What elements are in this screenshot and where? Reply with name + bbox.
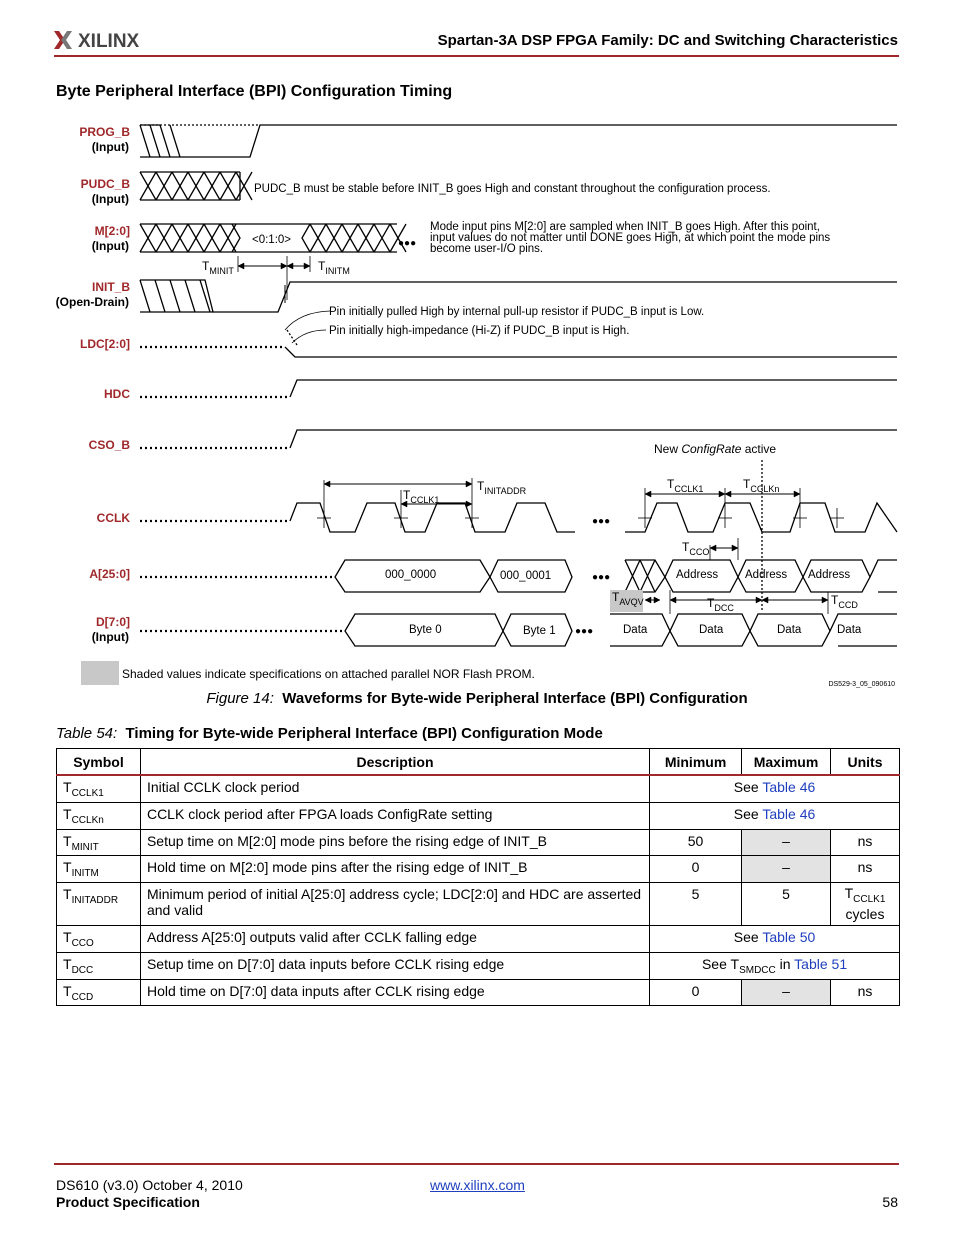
prog-b-hatch (140, 125, 150, 157)
description-cell: Setup time on M[2:0] mode pins before the rising edge of INIT_B (140, 829, 649, 856)
symbol-cell: $T_{CCLKn}$ (57, 802, 141, 829)
units-cell: ns (831, 829, 900, 856)
init-b-hatch (170, 280, 180, 312)
dcc-arrow-head (670, 597, 676, 603)
table-link[interactable]: Table 51 (794, 955, 848, 972)
figure-id: DS529-3_05_090610 (828, 681, 895, 688)
data-value: Data (837, 624, 862, 636)
init-b-hatch (140, 280, 150, 312)
mode-x (172, 224, 188, 252)
table-row (57, 775, 900, 802)
initm-arrow-head (304, 263, 310, 269)
logo-text: XILINX (78, 31, 140, 52)
symbol-cell: $T_{MINIT}$ (57, 829, 141, 856)
units-cell: $T_{CCLK1}$ cycles (831, 883, 900, 926)
table-row (57, 952, 900, 979)
signal-name-2: M[2:0] (94, 224, 130, 238)
init-note-leader (285, 311, 330, 330)
addr-value: 000_0001 (500, 570, 552, 582)
cco-arrow-head (710, 545, 716, 551)
xilinx-logo-mark (54, 31, 72, 49)
symbol-cell: $T_{CCO}$ (57, 925, 141, 952)
ccd-arrow-head (822, 597, 828, 603)
initm-label: $T_{INITM}$ (318, 259, 350, 276)
table-title: Timing for Byte-wide Peripheral Interface (BPI) Configuration Mode (125, 725, 603, 742)
mode-x (310, 224, 326, 252)
description-cell: Hold time on D[7:0] data inputs after CCLK rising edge (140, 979, 649, 1006)
cclk1b-arrow-head (645, 491, 651, 497)
mode-x (156, 224, 172, 252)
maximum-cell: – (742, 856, 831, 883)
addr-value: 000_0000 (385, 569, 437, 581)
init-b-hatch (185, 280, 195, 312)
initm-arrow-head (287, 263, 293, 269)
description-cell: CCLK clock period after FPGA loads ConfigRate setting (140, 802, 649, 829)
table-link[interactable]: Table 50 (762, 928, 816, 945)
cclkn-label: $T_{CCLKn}$ (743, 477, 780, 494)
column-header: Maximum (742, 749, 831, 776)
column-header: Minimum (650, 749, 742, 776)
minit-label: $T_{MINIT}$ (202, 259, 234, 276)
figure-label: Figure 14: (206, 690, 274, 707)
section-title: Byte Peripheral Interface (BPI) Configuration Timing (56, 83, 453, 100)
ccd-label: $T_{CCD}$ (831, 593, 858, 610)
footer-rule (54, 1163, 899, 1165)
see-table-cell: See Table 46 (650, 802, 900, 829)
cclk1-label: $T_{CCLK1}$ (403, 488, 440, 505)
pudc-b-x (156, 172, 172, 200)
table-link[interactable]: Table 46 (762, 779, 816, 795)
symbol-cell: $T_{CCLK1}$ (57, 775, 141, 802)
signal-name-7: CCLK (96, 511, 130, 525)
prog-b-hatch (170, 125, 180, 157)
table-link[interactable]: Table 46 (762, 805, 816, 822)
pudc-b-x (220, 172, 236, 200)
minimum-cell: 50 (650, 829, 742, 856)
dcc-arrow-head (756, 597, 762, 603)
timing-table (56, 748, 900, 1006)
addr-tail (870, 560, 897, 592)
signal-dir-2: (Input) (91, 239, 129, 253)
data-dots: ●●● (575, 626, 594, 637)
table-row (57, 829, 900, 856)
mode-x (326, 224, 342, 252)
xilinx-logo (54, 28, 164, 57)
cclk-wave1 (290, 503, 575, 532)
mode-x (374, 224, 390, 252)
avqv-arrow-head (645, 597, 651, 603)
footer-url-link[interactable]: www.xilinx.com (430, 1177, 525, 1193)
minimum-cell: 5 (650, 883, 742, 926)
mode-value: <0:1:0> (252, 234, 292, 246)
initaddr-label: $T_{INITADDR}$ (477, 479, 527, 496)
cclkn-arrow-head (725, 491, 731, 497)
signal-dir-3: (Open-Drain) (55, 295, 129, 309)
signal-name-6: CSO_B (88, 438, 130, 452)
column-header: Units (831, 749, 900, 776)
symbol-cell: $T_{INITADDR}$ (57, 883, 141, 926)
prog-b-hatch (160, 125, 170, 157)
addr-dots: ●●● (592, 572, 611, 583)
bpi-timing-diagram (0, 110, 954, 695)
description-cell: Hold time on M[2:0] mode pins after the rising edge of INIT_B (140, 856, 649, 883)
maximum-cell: – (742, 829, 831, 856)
pudc-b-x (188, 172, 204, 200)
initaddr-arrow-head (466, 481, 472, 487)
signal-name-8: A[25:0] (89, 567, 130, 581)
pudc-b-x (140, 172, 156, 200)
footer-doc: DS610 (v3.0) October 4, 2010 (56, 1177, 243, 1193)
signal-dir-0: (Input) (91, 140, 129, 154)
dcc-label: $T_{DCC}$ (707, 596, 734, 613)
signal-name-4: LDC[2:0] (80, 337, 130, 351)
table-row (57, 883, 900, 926)
figure-caption (0, 690, 954, 707)
avqv-label: $T_{AVQV}$ (612, 590, 644, 607)
symbol-cell: $T_{INITM}$ (57, 856, 141, 883)
table-row (57, 925, 900, 952)
mode-dots: ●●● (398, 238, 417, 249)
table-row (57, 856, 900, 883)
symbol-cell: $T_{DCC}$ (57, 952, 141, 979)
symbol-cell: $T_{CCD}$ (57, 979, 141, 1006)
signal-name-5: HDC (104, 387, 130, 401)
data-value: Data (699, 624, 724, 636)
init-note-leader2 (292, 330, 326, 343)
units-cell: ns (831, 979, 900, 1006)
cso-wave (290, 430, 897, 448)
addr-value: Address (745, 569, 788, 581)
legend-swatch (81, 661, 119, 685)
maximum-cell: 5 (742, 883, 831, 926)
mode-note-line: Mode input pins M[2:0] are sampled when INIT_B goes High. After this point, (430, 221, 820, 233)
hdc-wave (290, 380, 897, 397)
page-number: 58 (882, 1194, 898, 1210)
table-label: Table 54: (56, 725, 118, 742)
prog-b-wave (140, 125, 897, 157)
column-header: Description (140, 749, 649, 776)
header-title: Spartan-3A DSP FPGA Family: DC and Switching Characteristics (437, 32, 898, 49)
addr-pre (625, 560, 665, 592)
mode-x (342, 224, 358, 252)
mode-x (140, 224, 156, 252)
signal-name-9: D[7:0] (95, 615, 130, 629)
pudc-b-x (236, 172, 252, 200)
description-cell: Initial CCLK clock period (140, 775, 649, 802)
init-note1: Pin initially pulled High by internal pull-up resistor if PUDC_B input is Low. (329, 306, 705, 318)
data-value: Byte 0 (409, 624, 442, 636)
see-table-cell: See Table 50 (650, 925, 900, 952)
table-header-row (57, 749, 900, 776)
pudc-b-x (204, 172, 220, 200)
initaddr-arrow-head (324, 481, 330, 487)
mode-note-line: become user-I/O pins. (430, 243, 544, 255)
pudc-b-x (172, 172, 188, 200)
header-rule (54, 55, 899, 57)
description-cell: Setup time on D[7:0] data inputs before CCLK rising edge (140, 952, 649, 979)
data-value: Data (777, 624, 802, 636)
see-table-cell: See $T_{SMDCC}$ in Table 51 (650, 952, 900, 979)
footer-type: Product Specification (56, 1194, 200, 1210)
table-row (57, 802, 900, 829)
table-caption (56, 725, 603, 742)
avqv-arrow-head (654, 597, 660, 603)
cclkn-arrow-head (794, 491, 800, 497)
cco-label: $T_{CCO}$ (682, 540, 710, 557)
configrate-note: New ConfigRate active (654, 442, 777, 456)
maximum-cell: – (742, 979, 831, 1006)
init-note2: Pin initially high-impedance (Hi-Z) if PUDC_B input is High. (329, 325, 630, 337)
cclk-wave2 (625, 503, 897, 532)
signal-name-3: INIT_B (91, 280, 130, 294)
cclk-dots: ●●● (592, 516, 611, 527)
init-b-hatch (155, 280, 165, 312)
description-cell: Address A[25:0] outputs valid after CCLK falling edge (140, 925, 649, 952)
mode-x (220, 224, 236, 252)
minit-arrow-head (281, 263, 287, 269)
figure-text: Waveforms for Byte-wide Peripheral Interface (BPI) Configuration (282, 690, 748, 707)
addr-x (625, 560, 640, 592)
cclk1b-arrow-head (719, 491, 725, 497)
prog-b-hatch (150, 125, 160, 157)
pudc-note: PUDC_B must be stable before INIT_B goes High and constant throughout the configuration process. (254, 183, 771, 195)
units-cell: ns (831, 856, 900, 883)
mode-edge (302, 224, 310, 252)
cclk1b-label: $T_{CCLK1}$ (667, 477, 704, 494)
signal-dir-1: (Input) (91, 192, 129, 206)
description-cell: Minimum period of initial A[25:0] address cycle; LDC[2:0] and HDC are asserted and valid (140, 883, 649, 926)
data-value: Byte 1 (523, 625, 556, 637)
cco-arrow-head (732, 545, 738, 551)
minit-arrow-head (238, 263, 244, 269)
mode-x (188, 224, 204, 252)
addr-value: Address (808, 569, 851, 581)
minimum-cell: 0 (650, 856, 742, 883)
see-table-cell: See Table 46 (650, 775, 900, 802)
legend-text: Shaded values indicate specifications on attached parallel NOR Flash PROM. (122, 667, 535, 681)
addr-x (640, 560, 655, 592)
ccd-arrow-head (762, 597, 768, 603)
table-row (57, 979, 900, 1006)
cclk1-arrow-head (466, 501, 472, 507)
mode-note-line: input values do not matter until DONE goes High, at which point the mode pins (430, 232, 831, 244)
mode-x (204, 224, 220, 252)
minimum-cell: 0 (650, 979, 742, 1006)
data-value: Data (623, 624, 648, 636)
signal-name-0: PROG_B (79, 125, 130, 139)
mode-x (358, 224, 374, 252)
column-header: Symbol (57, 749, 141, 776)
signal-dir-9: (Input) (91, 630, 129, 644)
ldc-wave (285, 347, 897, 357)
addr-value: Address (676, 569, 719, 581)
signal-name-1: PUDC_B (80, 177, 130, 191)
